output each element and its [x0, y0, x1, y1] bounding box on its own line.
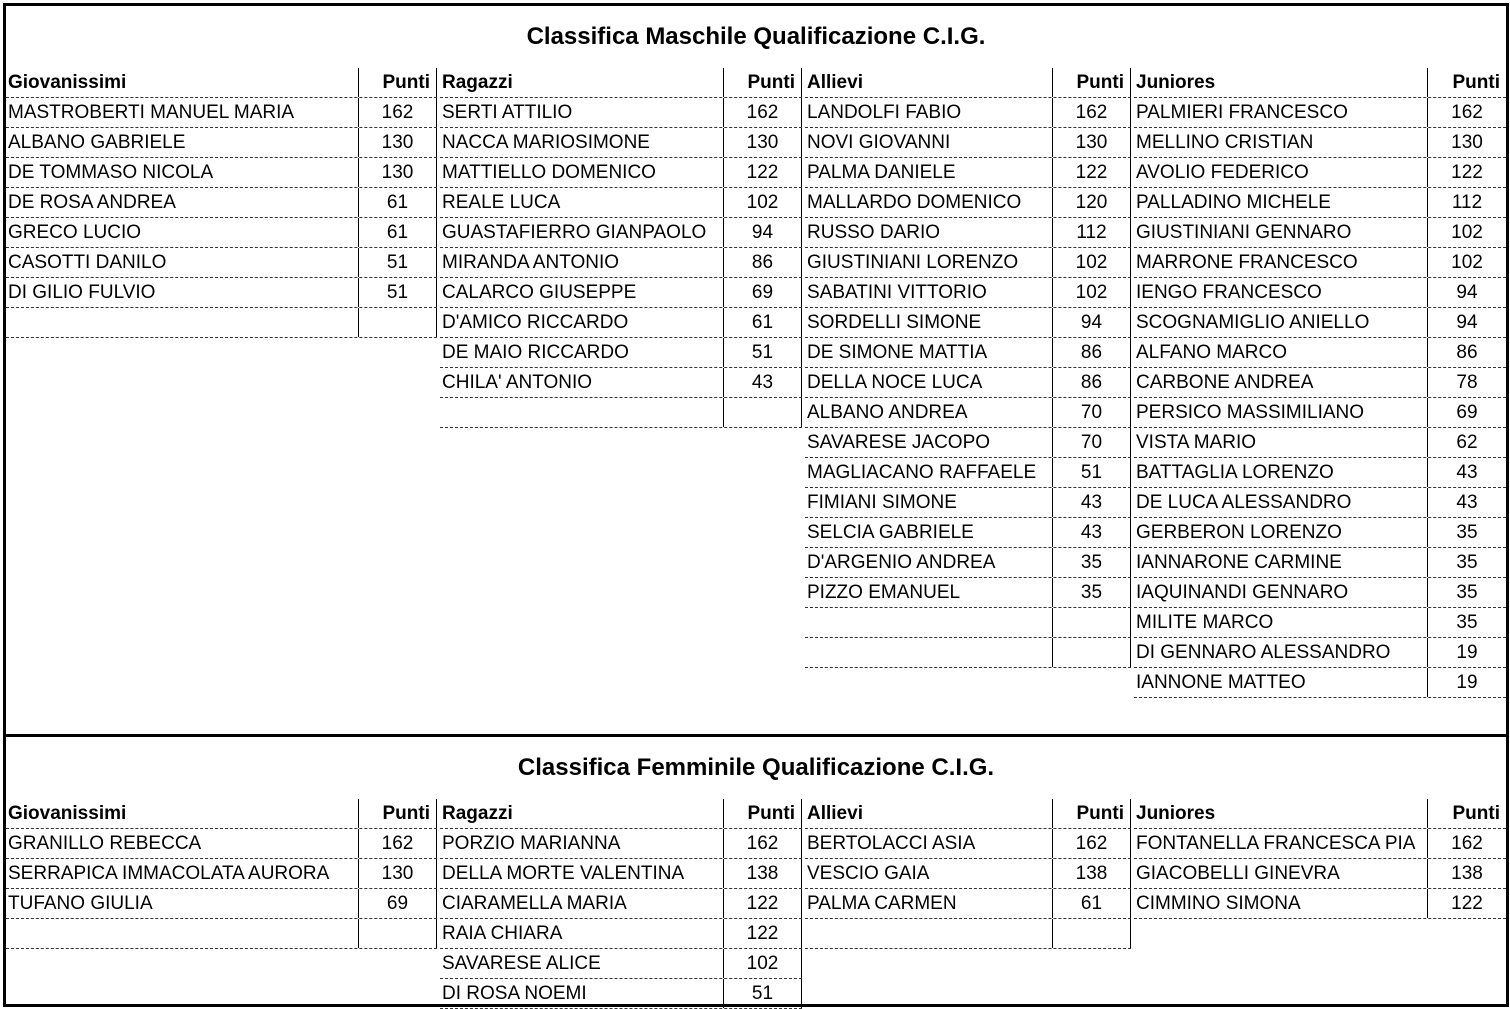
table-row — [805, 889, 1131, 919]
athlete-points: 162 — [1053, 829, 1131, 858]
athlete-points: 130 — [359, 859, 437, 888]
athlete-points: 130 — [1053, 128, 1131, 157]
table-row — [1134, 338, 1506, 368]
athlete-name: MILITE MARCO — [1134, 608, 1428, 637]
table-row — [1134, 368, 1506, 398]
table-row — [805, 578, 1131, 608]
athlete-name: BATTAGLIA LORENZO — [1134, 458, 1428, 487]
athlete-points: 19 — [1456, 672, 1478, 693]
points-label: Punti — [359, 68, 437, 97]
athlete-points: 94 — [1456, 282, 1478, 303]
athlete-name: CIMMINO SIMONA — [1134, 889, 1428, 918]
table-row — [440, 158, 802, 188]
athlete-name: DELLA MORTE VALENTINA — [440, 859, 724, 888]
table-row — [6, 128, 437, 158]
athlete-name: PALMA DANIELE — [805, 158, 1053, 187]
athlete-points: 112 — [1451, 192, 1483, 213]
column-juniores — [1134, 68, 1506, 698]
athlete-points: 122 — [1451, 893, 1483, 914]
athlete-points: 130 — [724, 128, 802, 157]
table-row — [805, 638, 1131, 668]
table-row — [440, 949, 802, 979]
athlete-name: DE SIMONE MATTIA — [805, 338, 1053, 367]
category-label: Giovanissimi — [6, 799, 359, 828]
athlete-points: 130 — [359, 128, 437, 157]
athlete-name: SERRAPICA IMMACOLATA AURORA — [6, 859, 359, 888]
athlete-points: 19 — [1456, 642, 1478, 663]
column-ragazzi — [440, 799, 802, 1009]
table-row — [805, 859, 1131, 889]
column-header — [6, 799, 437, 829]
athlete-points: 112 — [1053, 218, 1131, 247]
athlete-points: 120 — [1053, 188, 1131, 217]
athlete-name: SCOGNAMIGLIO ANIELLO — [1134, 308, 1428, 337]
table-row — [6, 829, 437, 859]
table-row — [805, 829, 1131, 859]
table-row — [6, 248, 437, 278]
table-row — [805, 919, 1131, 949]
athlete-points: 138 — [724, 859, 802, 888]
athlete-name: ALBANO GABRIELE — [6, 128, 359, 157]
athlete-name: DE TOMMASO NICOLA — [6, 158, 359, 187]
table-row — [805, 98, 1131, 128]
table-row — [1134, 428, 1506, 458]
athlete-points: 35 — [1456, 522, 1478, 543]
athlete-points: 70 — [1053, 428, 1131, 457]
column-ragazzi — [440, 68, 802, 428]
table-row — [1134, 218, 1506, 248]
athlete-name: SABATINI VITTORIO — [805, 278, 1053, 307]
column-juniores — [1134, 799, 1506, 919]
athlete-name: DI GILIO FULVIO — [6, 278, 359, 307]
table-row — [1134, 608, 1506, 638]
athlete-points: 51 — [359, 248, 437, 277]
table-row — [6, 919, 437, 949]
table-row — [805, 608, 1131, 638]
athlete-name — [805, 919, 1053, 948]
athlete-points: 86 — [1053, 338, 1131, 367]
athlete-points: 102 — [1451, 252, 1483, 273]
athlete-name: RAIA CHIARA — [440, 919, 724, 948]
column-header — [805, 799, 1131, 829]
athlete-name: D'ARGENIO ANDREA — [805, 548, 1053, 577]
athlete-name: CASOTTI DANILO — [6, 248, 359, 277]
table-row — [440, 829, 802, 859]
table-row — [440, 338, 802, 368]
athlete-points — [724, 398, 802, 427]
table-row — [1134, 889, 1506, 919]
athlete-points: 102 — [1451, 222, 1483, 243]
athlete-points — [1053, 608, 1131, 637]
category-label: Allievi — [805, 68, 1053, 97]
athlete-points: 138 — [1053, 859, 1131, 888]
athlete-points: 51 — [724, 979, 802, 1008]
athlete-points: 102 — [724, 949, 802, 978]
table-row — [6, 188, 437, 218]
athlete-points: 162 — [1053, 98, 1131, 127]
athlete-name: DE LUCA ALESSANDRO — [1134, 488, 1428, 517]
table-row — [440, 278, 802, 308]
table-row — [1134, 398, 1506, 428]
table-row — [440, 188, 802, 218]
points-label: Punti — [1452, 72, 1500, 93]
athlete-name: GERBERON LORENZO — [1134, 518, 1428, 547]
table-row — [1134, 668, 1506, 698]
athlete-points: 43 — [724, 368, 802, 397]
athlete-points: 86 — [1456, 342, 1478, 363]
athlete-name: NOVI GIOVANNI — [805, 128, 1053, 157]
athlete-name: PALMA CARMEN — [805, 889, 1053, 918]
table-row — [805, 158, 1131, 188]
athlete-name: DI GENNARO ALESSANDRO — [1134, 638, 1428, 667]
column-giovanissimi — [6, 68, 437, 338]
table-row — [6, 859, 437, 889]
athlete-name: DE ROSA ANDREA — [6, 188, 359, 217]
athlete-name: CARBONE ANDREA — [1134, 368, 1428, 397]
column-header — [440, 799, 802, 829]
athlete-name: RUSSO DARIO — [805, 218, 1053, 247]
table-row — [805, 398, 1131, 428]
category-label: Ragazzi — [440, 68, 724, 97]
athlete-name: CALARCO GIUSEPPE — [440, 278, 724, 307]
column-header — [805, 68, 1131, 98]
table-row — [1134, 578, 1506, 608]
table-row — [6, 278, 437, 308]
athlete-name: GIUSTINIANI LORENZO — [805, 248, 1053, 277]
table-row — [805, 248, 1131, 278]
athlete-points: 130 — [359, 158, 437, 187]
athlete-points: 162 — [1451, 833, 1483, 854]
table-row — [1134, 638, 1506, 668]
athlete-name: IANNARONE CARMINE — [1134, 548, 1428, 577]
athlete-points: 162 — [359, 829, 437, 858]
table-row — [805, 548, 1131, 578]
athlete-points: 162 — [724, 98, 802, 127]
athlete-points: 43 — [1456, 492, 1478, 513]
document-frame — [3, 3, 1509, 1007]
athlete-points: 35 — [1456, 552, 1478, 573]
athlete-name: SORDELLI SIMONE — [805, 308, 1053, 337]
athlete-name: MARRONE FRANCESCO — [1134, 248, 1428, 277]
table-row — [440, 98, 802, 128]
category-label: Ragazzi — [440, 799, 724, 828]
athlete-name — [440, 398, 724, 427]
athlete-name: PALMIERI FRANCESCO — [1134, 98, 1428, 127]
section-title: Classifica Maschile Qualificazione C.I.G. — [526, 23, 986, 50]
athlete-points: 43 — [1053, 518, 1131, 547]
athlete-points: 69 — [1456, 402, 1478, 423]
table-row — [440, 398, 802, 428]
table-row — [440, 368, 802, 398]
athlete-name: DE MAIO RICCARDO — [440, 338, 724, 367]
athlete-points: 94 — [724, 218, 802, 247]
athlete-name: GRECO LUCIO — [6, 218, 359, 247]
athlete-name: CIARAMELLA MARIA — [440, 889, 724, 918]
column-header — [440, 68, 802, 98]
table-row — [805, 458, 1131, 488]
athlete-points: 35 — [1456, 612, 1478, 633]
table-row — [1134, 128, 1506, 158]
table-row — [6, 218, 437, 248]
table-row — [440, 218, 802, 248]
athlete-name: MIRANDA ANTONIO — [440, 248, 724, 277]
table-row — [805, 128, 1131, 158]
athlete-points: 122 — [1053, 158, 1131, 187]
athlete-points: 61 — [1053, 889, 1131, 918]
table-row — [440, 308, 802, 338]
athlete-points: 69 — [359, 889, 437, 918]
athlete-name: MASTROBERTI MANUEL MARIA — [6, 98, 359, 127]
points-label: Punti — [359, 799, 437, 828]
table-row — [1134, 548, 1506, 578]
athlete-points: 51 — [359, 278, 437, 307]
table-row — [1134, 248, 1506, 278]
athlete-points: 122 — [724, 158, 802, 187]
athlete-name: ALBANO ANDREA — [805, 398, 1053, 427]
athlete-points: 102 — [724, 188, 802, 217]
athlete-name: GRANILLO REBECCA — [6, 829, 359, 858]
athlete-points: 78 — [1456, 372, 1478, 393]
table-row — [1134, 98, 1506, 128]
athlete-points: 130 — [1451, 132, 1483, 153]
athlete-points: 94 — [1053, 308, 1131, 337]
points-label: Punti — [1452, 803, 1500, 824]
athlete-name — [805, 638, 1053, 667]
table-row — [1134, 308, 1506, 338]
athlete-name: VISTA MARIO — [1134, 428, 1428, 457]
athlete-points: 35 — [1053, 578, 1131, 607]
athlete-name: MALLARDO DOMENICO — [805, 188, 1053, 217]
points-label: Punti — [1053, 68, 1131, 97]
table-row — [1134, 829, 1506, 859]
table-row — [1134, 158, 1506, 188]
athlete-points: 61 — [359, 218, 437, 247]
table-row — [805, 308, 1131, 338]
column-giovanissimi — [6, 799, 437, 949]
athlete-points: 61 — [359, 188, 437, 217]
athlete-points: 138 — [1451, 863, 1483, 884]
section-title: Classifica Femminile Qualificazione C.I.G. — [517, 754, 995, 781]
athlete-points — [1053, 638, 1131, 667]
athlete-name: DELLA NOCE LUCA — [805, 368, 1053, 397]
table-row — [440, 859, 802, 889]
athlete-name: SERTI ATTILIO — [440, 98, 724, 127]
athlete-name: PALLADINO MICHELE — [1134, 188, 1428, 217]
athlete-name: D'AMICO RICCARDO — [440, 308, 724, 337]
table-row — [805, 368, 1131, 398]
section-maschile — [6, 6, 1506, 734]
athlete-points: 86 — [724, 248, 802, 277]
athlete-name: CHILA' ANTONIO — [440, 368, 724, 397]
athlete-name: FIMIANI SIMONE — [805, 488, 1053, 517]
athlete-name: AVOLIO FEDERICO — [1134, 158, 1428, 187]
table-row — [805, 278, 1131, 308]
athlete-name — [805, 608, 1053, 637]
athlete-name: FONTANELLA FRANCESCA PIA — [1134, 829, 1428, 858]
table-row — [1134, 278, 1506, 308]
table-row — [440, 919, 802, 949]
athlete-points: 94 — [1456, 312, 1478, 333]
athlete-name: SAVARESE ALICE — [440, 949, 724, 978]
table-row — [805, 218, 1131, 248]
athlete-name: PERSICO MASSIMILIANO — [1134, 398, 1428, 427]
athlete-points: 86 — [1053, 368, 1131, 397]
athlete-name: DI ROSA NOEMI — [440, 979, 724, 1008]
athlete-points: 43 — [1456, 462, 1478, 483]
athlete-points: 35 — [1053, 548, 1131, 577]
athlete-name — [6, 308, 359, 337]
athlete-points: 43 — [1053, 488, 1131, 517]
athlete-name — [6, 919, 359, 948]
column-header — [1134, 799, 1506, 829]
athlete-name: IAQUINANDI GENNARO — [1134, 578, 1428, 607]
athlete-name: IENGO FRANCESCO — [1134, 278, 1428, 307]
athlete-name: PORZIO MARIANNA — [440, 829, 724, 858]
athlete-points: 162 — [359, 98, 437, 127]
athlete-name: MATTIELLO DOMENICO — [440, 158, 724, 187]
category-label: Allievi — [805, 799, 1053, 828]
athlete-name: REALE LUCA — [440, 188, 724, 217]
table-row — [1134, 488, 1506, 518]
category-label: Giovanissimi — [6, 68, 359, 97]
table-row — [440, 979, 802, 1009]
table-row — [805, 518, 1131, 548]
table-row — [440, 128, 802, 158]
table-row — [1134, 188, 1506, 218]
athlete-points: 162 — [1451, 102, 1483, 123]
athlete-points: 35 — [1456, 582, 1478, 603]
athlete-points: 51 — [724, 338, 802, 367]
points-label: Punti — [724, 68, 802, 97]
athlete-name: PIZZO EMANUEL — [805, 578, 1053, 607]
table-row — [1134, 458, 1506, 488]
table-row — [6, 158, 437, 188]
athlete-points: 122 — [724, 919, 802, 948]
table-row — [1134, 518, 1506, 548]
table-row — [805, 488, 1131, 518]
athlete-name: GIUSTINIANI GENNARO — [1134, 218, 1428, 247]
athlete-name: NACCA MARIOSIMONE — [440, 128, 724, 157]
athlete-name: MELLINO CRISTIAN — [1134, 128, 1428, 157]
athlete-name: TUFANO GIULIA — [6, 889, 359, 918]
column-allievi — [805, 68, 1131, 668]
athlete-name: GUASTAFIERRO GIANPAOLO — [440, 218, 724, 247]
column-allievi — [805, 799, 1131, 949]
table-row — [440, 248, 802, 278]
athlete-name: SELCIA GABRIELE — [805, 518, 1053, 547]
athlete-points — [359, 308, 437, 337]
table-row — [805, 188, 1131, 218]
athlete-name: BERTOLACCI ASIA — [805, 829, 1053, 858]
section-femminile — [6, 734, 1506, 1007]
athlete-points: 70 — [1053, 398, 1131, 427]
table-row — [805, 338, 1131, 368]
athlete-points: 122 — [1451, 162, 1483, 183]
athlete-points — [359, 919, 437, 948]
athlete-name: MAGLIACANO RAFFAELE — [805, 458, 1053, 487]
table-row — [6, 98, 437, 128]
points-label: Punti — [1053, 799, 1131, 828]
table-row — [440, 889, 802, 919]
athlete-points: 61 — [724, 308, 802, 337]
athlete-points: 162 — [724, 829, 802, 858]
athlete-name: VESCIO GAIA — [805, 859, 1053, 888]
athlete-name: ALFANO MARCO — [1134, 338, 1428, 367]
column-header — [6, 68, 437, 98]
table-row — [1134, 859, 1506, 889]
column-header — [1134, 68, 1506, 98]
athlete-points: 122 — [724, 889, 802, 918]
points-label: Punti — [724, 799, 802, 828]
athlete-points: 69 — [724, 278, 802, 307]
table-row — [6, 308, 437, 338]
athlete-name: GIACOBELLI GINEVRA — [1134, 859, 1428, 888]
table-row — [6, 889, 437, 919]
athlete-name: LANDOLFI FABIO — [805, 98, 1053, 127]
athlete-name: SAVARESE JACOPO — [805, 428, 1053, 457]
athlete-points — [1053, 919, 1131, 948]
category-label: Juniores — [1134, 799, 1428, 828]
athlete-name: IANNONE MATTEO — [1134, 668, 1428, 697]
athlete-points: 62 — [1456, 432, 1478, 453]
athlete-points: 102 — [1053, 248, 1131, 277]
athlete-points: 102 — [1053, 278, 1131, 307]
table-row — [805, 428, 1131, 458]
athlete-points: 51 — [1053, 458, 1131, 487]
category-label: Juniores — [1134, 68, 1428, 97]
